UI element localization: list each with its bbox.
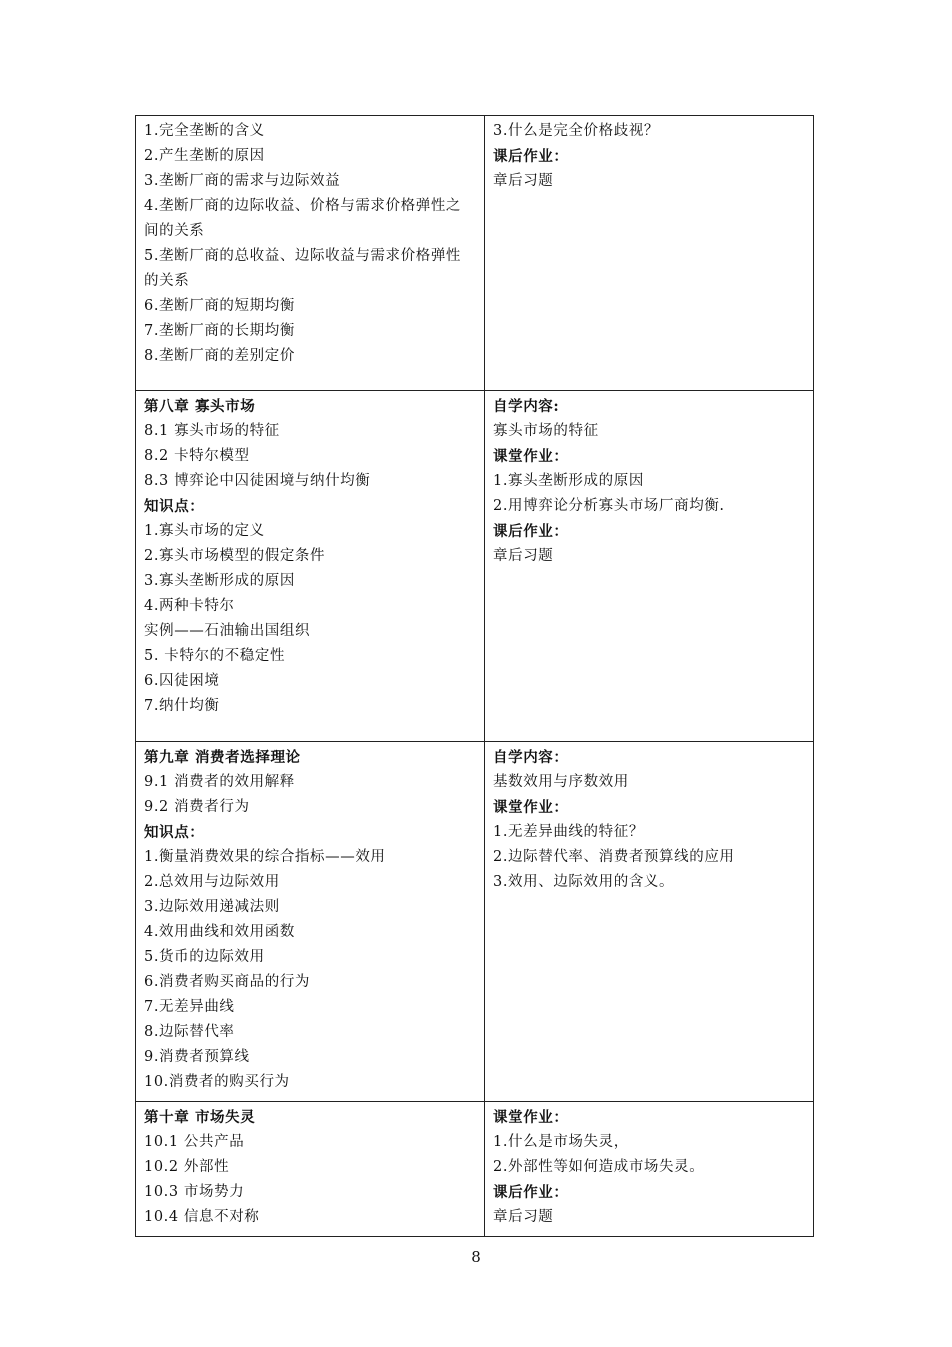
assignment-line: 章后习题	[493, 173, 554, 189]
assignment-line: 章后习题	[493, 548, 554, 564]
topic-line: 3.寡头垄断形成的原因	[144, 573, 295, 589]
assignment-line: 2.用博弈论分析寡头市场厂商均衡.	[493, 498, 725, 514]
section-heading: 课后作业：	[493, 1184, 569, 1201]
assignment-cell	[485, 742, 814, 1102]
topic-line: 10.消费者的购买行为	[144, 1074, 290, 1090]
section-heading: 知识点：	[144, 824, 205, 841]
topic-line: 5.垄断厂商的总收益、边际收益与需求价格弹性的关系	[144, 248, 462, 289]
assignment-cell	[485, 391, 814, 742]
topic-line: 6.消费者购买商品的行为	[144, 974, 311, 990]
assignment-line: 1.无差异曲线的特征？	[493, 824, 644, 840]
topic-line: 6.囚徒困境	[144, 673, 220, 689]
topic-line: 1.衡量消费效果的综合指标——效用	[144, 849, 386, 865]
section-heading: 课后作业：	[493, 148, 569, 165]
topic-line: 4.效用曲线和效用函数	[144, 924, 295, 940]
assignment-line: 寡头市场的特征	[493, 423, 599, 439]
section-heading: 知识点：	[144, 498, 205, 515]
section-heading: 课堂作业：	[493, 1109, 569, 1126]
topic-line: 4.垄断厂商的边际收益、价格与需求价格弹性之间的关系	[144, 198, 462, 239]
topic-line: 8.3 博弈论中囚徒困境与纳什均衡	[144, 473, 371, 489]
topic-line: 3.垄断厂商的需求与边际效益	[144, 173, 341, 189]
topic-line: 7.垄断厂商的长期均衡	[144, 323, 295, 339]
section-heading: 课后作业：	[493, 523, 569, 540]
syllabus-table	[135, 115, 814, 1237]
topic-line: 9.消费者预算线	[144, 1049, 250, 1065]
assignment-line: 2.外部性等如何造成市场失灵。	[493, 1159, 705, 1175]
topic-line: 1.完全垄断的含义	[144, 123, 265, 139]
topic-line: 1.寡头市场的定义	[144, 523, 265, 539]
topic-line: 5.货币的边际效用	[144, 949, 265, 965]
section-heading: 课堂作业：	[493, 448, 569, 465]
chapter-title: 第九章 消费者选择理论	[144, 749, 301, 766]
topic-line: 6.垄断厂商的短期均衡	[144, 298, 295, 314]
topic-line: 10.3 市场势力	[144, 1184, 245, 1200]
table-row	[136, 742, 814, 1102]
assignment-cell	[485, 1102, 814, 1237]
content-cell	[136, 742, 485, 1102]
page-number: 8	[471, 1248, 481, 1266]
topic-line: 实例——石油输出国组织	[144, 623, 311, 639]
chapter-title: 第十章 市场失灵	[144, 1109, 256, 1126]
table-row	[136, 116, 814, 391]
topic-line: 9.2 消费者行为	[144, 799, 250, 815]
table-row	[136, 1102, 814, 1237]
assignment-line: 章后习题	[493, 1209, 554, 1225]
section-heading: 课堂作业：	[493, 799, 569, 816]
content-cell	[136, 1102, 485, 1237]
topic-line: 2.总效用与边际效用	[144, 874, 280, 890]
content-cell	[136, 116, 485, 391]
table-row	[136, 391, 814, 742]
assignment-line: 1.寡头垄断形成的原因	[493, 473, 644, 489]
section-heading: 自学内容：	[493, 749, 569, 766]
assignment-line: 基数效用与序数效用	[493, 774, 629, 790]
assignment-line: 2.边际替代率、消费者预算线的应用	[493, 849, 735, 865]
assignment-line: 1.什么是市场失灵，	[493, 1134, 629, 1150]
topic-line: 7.纳什均衡	[144, 698, 220, 714]
topic-line: 4.两种卡特尔	[144, 598, 235, 614]
topic-line: 2.寡头市场模型的假定条件	[144, 548, 326, 564]
assignment-cell	[485, 116, 814, 391]
topic-line: 10.2 外部性	[144, 1159, 230, 1175]
section-heading: 自学内容:	[493, 398, 560, 415]
assignment-line: 3.效用、边际效用的含义。	[493, 874, 675, 890]
chapter-title: 第八章 寡头市场	[144, 398, 256, 415]
topic-line: 8.垄断厂商的差别定价	[144, 348, 295, 364]
topic-line: 7.无差异曲线	[144, 999, 235, 1015]
topic-line: 10.4 信息不对称	[144, 1209, 260, 1225]
topic-line: 2.产生垄断的原因	[144, 148, 265, 164]
topic-line: 8.1 寡头市场的特征	[144, 423, 280, 439]
topic-line: 8.边际替代率	[144, 1024, 235, 1040]
topic-line: 5. 卡特尔的不稳定性	[144, 648, 286, 664]
topic-line: 10.1 公共产品	[144, 1134, 245, 1150]
topic-line: 9.1 消费者的效用解释	[144, 774, 295, 790]
topic-line: 3.边际效用递减法则	[144, 899, 280, 915]
assignment-line: 3.什么是完全价格歧视？	[493, 123, 660, 139]
content-cell	[136, 391, 485, 742]
topic-line: 8.2 卡特尔模型	[144, 448, 250, 464]
